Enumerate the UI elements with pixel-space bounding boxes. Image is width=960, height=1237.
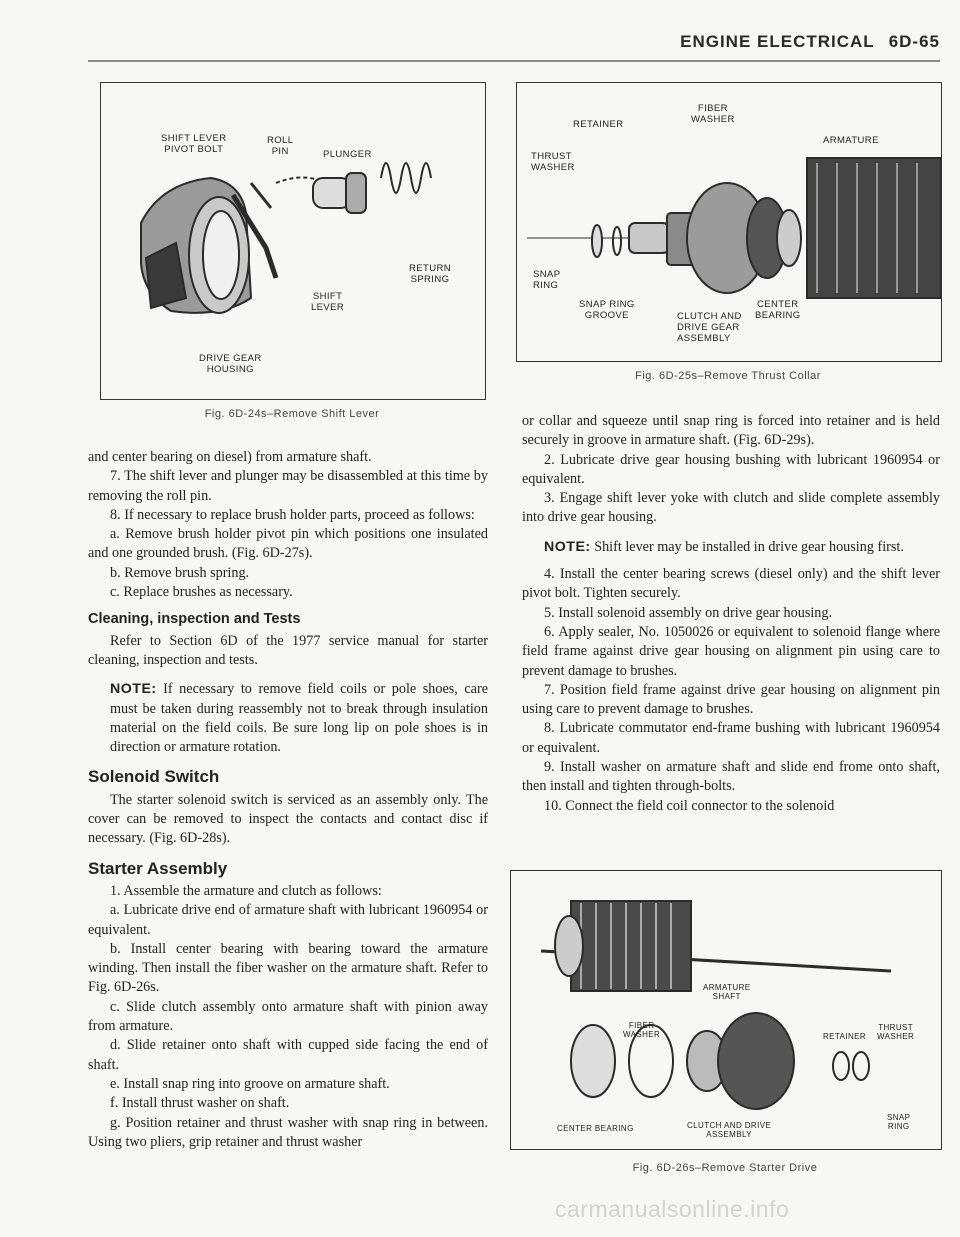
label-snap-ring-groove: SNAP RING GROOVE	[579, 299, 635, 321]
paragraph: a. Lubricate drive end of armature shaft with lubricant 1960954 or equivalent.	[88, 902, 488, 938]
label-snap-ring: SNAP RING	[887, 1113, 911, 1131]
note	[88, 680, 488, 757]
section-title: ENGINE ELECTRICAL	[680, 32, 875, 51]
label-plunger: PLUNGER	[323, 149, 372, 160]
paragraph: b. Remove brush spring.	[110, 564, 250, 581]
figure-remove-shift-lever	[100, 82, 486, 400]
paragraph: e. Install snap ring into groove on armature shaft.	[110, 1075, 390, 1092]
label-thrust-washer: THRUST WASHER	[531, 151, 575, 173]
paragraph: 7. Position field frame against drive gear housing on alignment pin using care to prevent damage to brushes.	[522, 681, 940, 718]
paragraph: d. Slide retainer onto shaft with cupped side facing the end of shaft.	[88, 1037, 488, 1073]
paragraph: g. Position retainer and thrust washer with snap ring in between. Using two pliers, grip retainer and thrust washer	[88, 1114, 488, 1150]
heading-cleaning-inspection: Cleaning, inspection and Tests	[88, 611, 301, 628]
label-fiber-washer: FIBER WASHER	[691, 103, 735, 125]
paragraph: 3. Engage shift lever yoke with clutch and slide complete assembly into drive gear housing.	[522, 490, 940, 526]
figure-remove-starter-drive	[510, 870, 942, 1150]
paragraph: 2. Lubricate drive gear housing bushing with lubricant 1960954 or equivalent.	[522, 451, 940, 487]
label-armature: ARMATURE	[823, 135, 879, 146]
label-retainer: RETAINER	[573, 119, 624, 130]
label-snap-ring: SNAP RING	[533, 269, 561, 291]
paragraph: a. Remove brush holder pivot pin which positions one insulated and one grounded brush. (Fig. 6D-27s).	[88, 526, 488, 562]
label-drive-gear-housing: DRIVE GEAR HOUSING	[199, 353, 262, 375]
header-rule	[88, 60, 940, 62]
label-shift-lever: SHIFT LEVER	[311, 291, 345, 313]
label-roll-pin: ROLL PIN	[267, 135, 294, 157]
label-armature-shaft: ARMATURE SHAFT	[703, 983, 751, 1001]
paragraph: The starter solenoid switch is serviced as an assembly only. The cover can be removed to inspect the contacts and contact disc if necessary. (Fig. 6D-28s).	[88, 791, 488, 847]
paragraph: 7. The shift lever and plunger may be disassembled at this time by removing the roll pin.	[88, 468, 488, 504]
starter-drive-illustration	[511, 871, 941, 1149]
paragraph: 6. Apply sealer, No. 1050026 or equivalent to solenoid flange where field frame against drive gear housing on alignment pin using care to prevent damage to brushes.	[522, 623, 940, 679]
page-number: 6D-65	[888, 32, 940, 51]
label-retainer: RETAINER	[823, 1032, 867, 1041]
figure-caption-6d-24s: Fig. 6D-24s–Remove Shift Lever	[204, 408, 380, 420]
note-text: If necessary to remove field coils or pole shoes, care must be taken during reassembly not to break through insulation material on the field coils. Be sure long lip on pole shoes is in direction or armature rotation.	[110, 681, 488, 756]
paragraph: 1. Assemble the armature and clutch as follows:	[110, 882, 382, 899]
paragraph: 10. Connect the field coil connector to the solenoid	[544, 797, 835, 814]
paragraph: f. Install thrust washer on shaft.	[110, 1095, 290, 1112]
note-label: NOTE:	[544, 538, 591, 555]
label-center-bearing: CENTER BEARING	[557, 1124, 634, 1133]
figure-caption-6d-25s: Fig. 6D-25s–Remove Thrust Collar	[635, 370, 821, 382]
label-shift-lever-pivot-bolt: SHIFT LEVER PIVOT BOLT	[161, 133, 227, 155]
paragraph: 4. Install the center bearing screws (diesel only) and the shift lever pivot bolt. Tighten securely.	[522, 566, 940, 602]
label-fiber-washer: FIBER WASHER	[623, 1021, 661, 1039]
heading-starter-assembly: Starter Assembly	[88, 858, 228, 878]
left-text-column	[88, 448, 488, 1152]
label-center-bearing: CENTER BEARING	[755, 299, 801, 321]
paragraph: and center bearing on diesel) from armature shaft.	[88, 449, 372, 465]
paragraph: c. Slide clutch assembly onto armature shaft with pinion away from armature.	[88, 998, 488, 1035]
watermark: carmanualsonline.info	[555, 1196, 790, 1222]
paragraph: 8. Lubricate commutator end-frame bushing with lubricant 1960954 or equivalent.	[522, 720, 940, 756]
label-clutch-drive-assembly: CLUTCH AND DRIVE ASSEMBLY	[687, 1121, 772, 1139]
note-label: NOTE:	[110, 681, 157, 698]
paragraph: b. Install center bearing with bearing toward the armature winding. Then install the fiber washer on the armature shaft. Refer to Fig. 6D-26s.	[88, 940, 488, 996]
paragraph: 9. Install washer on armature shaft and slide end frome onto shaft, then install and tighten through-bolts.	[522, 759, 940, 795]
paragraph: 5. Install solenoid assembly on drive gear housing.	[544, 604, 833, 621]
shift-lever-illustration	[101, 83, 485, 399]
figure-remove-thrust-collar	[516, 82, 942, 362]
paragraph: c. Replace brushes as necessary.	[110, 584, 293, 601]
note-text: Shift lever may be installed in drive gear housing first.	[590, 538, 904, 555]
note	[522, 538, 940, 557]
label-clutch-drive-gear-assembly: CLUTCH AND DRIVE GEAR ASSEMBLY	[677, 311, 742, 344]
paragraph: Refer to Section 6D of the 1977 service manual for starter cleaning, inspection and tests.	[88, 632, 488, 668]
label-thrust-washer: THRUST WASHER	[877, 1023, 915, 1041]
paragraph: or collar and squeeze until snap ring is forced into retainer and is held securely in groove in armature shaft. (Fig. 6D-29s).	[522, 413, 940, 449]
figure-caption-6d-26s: Fig. 6D-26s–Remove Starter Drive	[632, 1162, 818, 1174]
page-header	[640, 32, 940, 52]
paragraph: 8. If necessary to replace brush holder parts, proceed as follows:	[110, 506, 475, 523]
right-text-column	[522, 412, 940, 816]
label-return-spring: RETURN SPRING	[409, 263, 451, 285]
heading-solenoid-switch: Solenoid Switch	[88, 767, 220, 787]
